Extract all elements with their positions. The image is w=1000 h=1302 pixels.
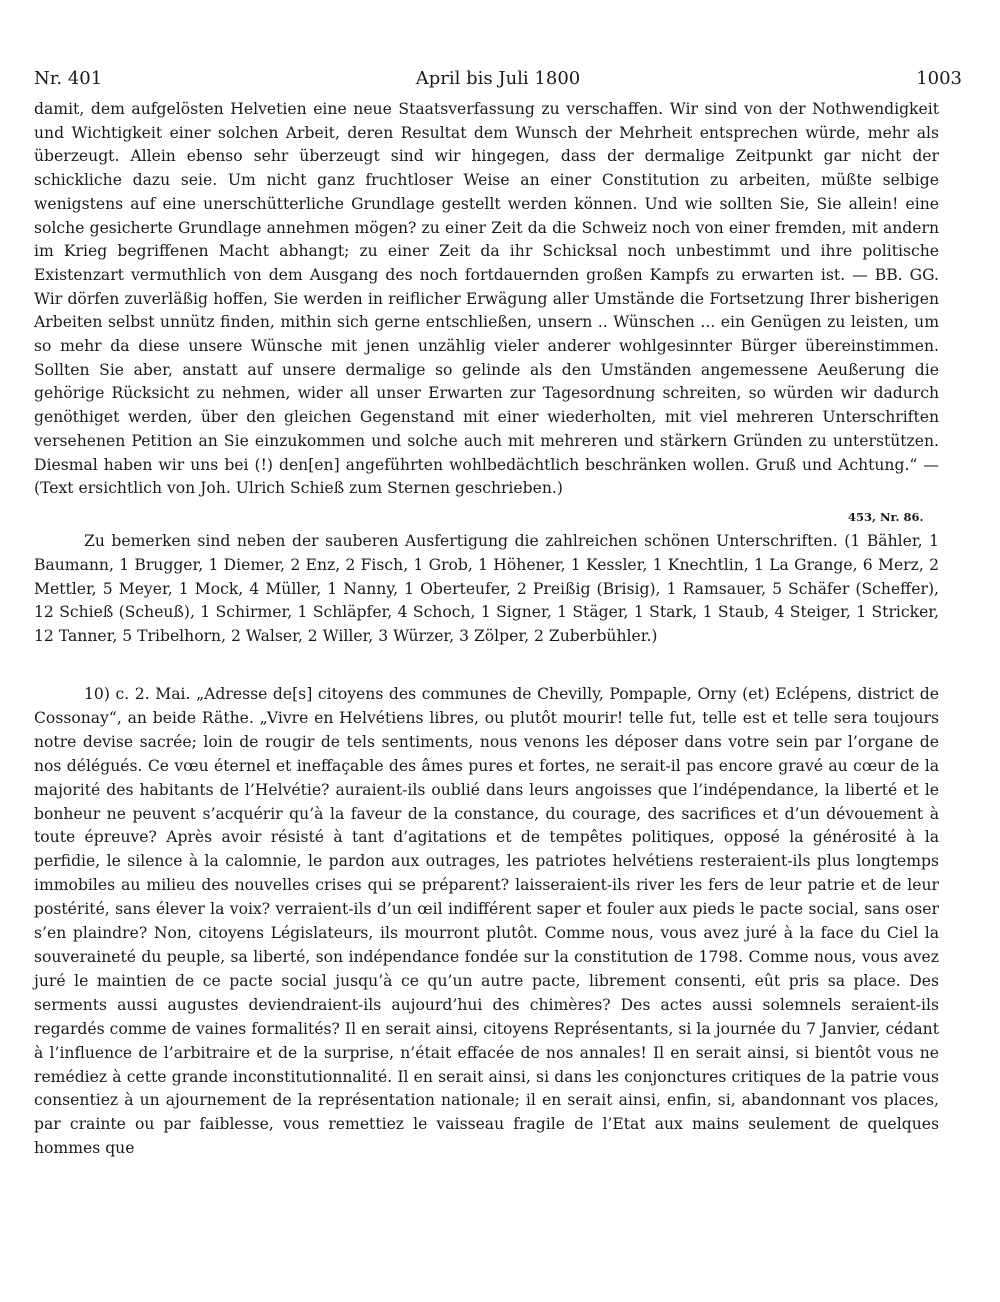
document-number: Nr. 401 bbox=[34, 68, 103, 89]
paragraph-petition-text: damit, dem aufgelösten Helvetien eine neue Staatsverfassung zu verschaffen. Wir sind von der Nothwendigkeit und Wichtigkeit einer solchen Arbeit, deren Resultat dem Wunsch der Mehrheit entsprechen würde, mehr als überzeugt. Allein ebenso sehr überzeugt sind wir hingegen, dass der dermalige Zeitpunkt gar nicht der schickliche dazu seie. Um nicht ganz fruchtloser Weise an einer Constitution zu arbeiten, müßte selbige wenigstens auf eine unerschütterliche Grundlage gestellt werden können. Und wie sollten Sie, Sie allein! eine solche gesicherte Grundlage annehmen mögen? zu einer Zeit da die Schweiz noch von einer fremden, mit andern im Krieg begriffenen Macht abhangt; zu einer Zeit da ihr Schicksal noch unbestimmt und ihre politische Existenzart vermuthlich von dem Ausgang des noch fortdauernden großen Kampfs zu erwarten ist. — BB. GG. Wir dörfen zuverläßig hoffen, Sie werden in reiflicher Erwägung aller Umstände die Fortsetzung Ihrer bisherigen Arbeiten selbst unnütz finden, mithin sich gerne entschließen, unsern .. Wünschen ... ein Genügen zu leisten, um so mehr da diese unsere Wünsche mit jenen unzählig vieler anderer wohlgesinnter Bürger übereinstimmen. Sollten Sie aber, anstatt auf unsere dermalige so gelinde als den Umständen angemessene Aeußerung die gehörige Rücksicht zu nehmen, wider all unser Erwarten zur Tagesordnung schreiten, so würden wir dadurch genöthiget werden, über den gleichen Gegenstand mit einer wiederholten, mit viel mehreren Unterschriften versehenen Petition an Sie einzukommen und solche auch mit mehreren und stärkern Gründen zu unterstützen. Diesmal haben wir uns bei (!) den[en] angeführten wohlbedächtlich beschränken wollen. Gruß und Achtung.“ — (Text ersichtlich von Joh. Ulrich Schieß zum Sternen geschrieben.) bbox=[34, 100, 939, 498]
paragraph-adresse-chevilly: 10) c. 2. Mai. „Adresse de[s] citoyens des communes de Chevilly, Pompaple, Orny (et) Eclépens, district de Cossonay“, an beide Räthe. „Vivre en Helvétiens libres, ou plutôt mourir! telle fut, telle est et telle sera toujours notre devise sacrée; loin de rougir de tels sentiments, nous venons les déposer dans votre sein par l’organe de nos délégués. Ce vœu éternel et ineffaçable des âmes pures et fortes, ne serait-il pas encore gravé au cœur de la majorité des habitants de l’Helvétie? auraient-ils oublié dans leurs angoisses que l’indépendance, la liberté et le bonheur ne peuvent s’acquérir qu’à la faveur de la constance, du courage, des sacrifices et d’un dévouement à toute épreuve? Après avoir résisté à tant d’agitations et de tempêtes politiques, opposé la générosité à la perfidie, le silence à la calomnie, le pardon aux outrages, les patriotes helvétiens resteraient-ils plus longtemps immobiles au milieu des nouvelles crises qui se préparent? laisseraient-ils river les fers de leur patrie et de leur postérité, sans élever la voix? verraient-ils d’un œil indifférent saper et fouler aux pieds le pacte social, sans oser s’en plaindre? Non, citoyens Législateurs, ils mourront plutôt. Comme nous, vous avez juré à la face du Ciel la souveraineté du peuple, sa liberté, son indépendance fondée sur la constitution de 1798. Comme nous, vous avez juré le maintien de ce pacte social jusqu’à ce qu’un autre pacte, librement consenti, eût pris sa place. Des serments aussi augustes deviendraient-ils aujourd’hui des chimères? Des actes aussi solemnels seraient-ils regardés comme de vaines formalités? Il en serait ainsi, citoyens Représentants, si la journée du 7 Janvier, cédant à l’influence de l’arbitraire et de la surprise, n’était effacée de nos annales! Il en serait ainsi, si bientôt vous ne remédiez à cette grande inconstitutionnalité. Il en serait ainsi, si dans les conjonctures critiques de la patrie vous consentiez à un ajournement de la représentation nationale; il en serait ainsi, enfin, si, abandonnant vos places, par crainte ou par faiblesse, vous remettiez le vaisseau fragile de l’Etat aux mains seulement de quelques hommes que bbox=[34, 685, 939, 1158]
page-number: 1003 bbox=[916, 68, 962, 89]
paragraph-signatures-note: Zu bemerken sind neben der sauberen Ausfertigung die zahlreichen schönen Unterschriften. (1 Bähler, 1 Baumann, 1 Brugger, 1 Diemer, 2 Enz, 2 Fisch, 1 Grob, 1 Höhener, 1 Kessler, 1 Knechtlin, 1 La Grange, 6 Merz, 2 Mettler, 5 Meyer, 1 Mock, 4 Müller, 1 Nanny, 1 Oberteufer, 2 Preißig (Brisig), 1 Ramsauer, 5 Schäfer (Scheffer), 12 Schieß (Scheuß), 1 Schirmer, 1 Schläpfer, 4 Schoch, 1 Signer, 1 Stäger, 1 Stark, 1 Staub, 4 Steiger, 1 Stricker, 12 Tanner, 5 Tribelhorn, 2 Walser, 2 Willer, 3 Würzer, 3 Zölper, 2 Zuberbühler.) bbox=[34, 532, 939, 646]
running-header bbox=[34, 66, 962, 92]
cross-reference: 453, Nr. 86. bbox=[848, 510, 924, 524]
header-title: April bis Juli 1800 bbox=[415, 68, 581, 89]
